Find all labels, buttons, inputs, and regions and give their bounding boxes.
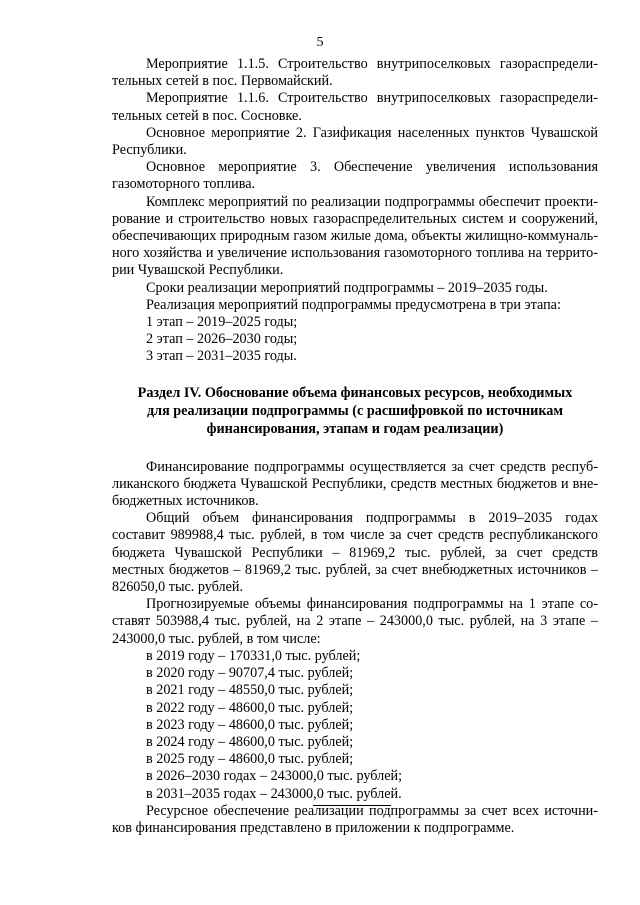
yearly-item: в 2023 году – 48600,0 тыс. рублей; [146, 716, 354, 733]
paragraph: Общий объем финансирования подпрограммы в 2019–2035 годах составит 989988,4 тыс. рублей, в том числе за счет средств республиканского бюджета Чувашской Республики – 81969,2 тыс. рублей, за счет средств местных бюджетов – 81969,2 тыс. рублей, за счет внебюджетных источников – 826050,0 тыс. рублей. [112, 510, 598, 596]
section-heading-line: для реализации подпрограммы (с расшифровкой по источникам [146, 402, 564, 419]
paragraph: Реализация мероприятий подпрограммы предусмотрена в три этапа: [146, 296, 561, 313]
paragraph: Основное мероприятие 3. Обеспечение увеличения использования газомоторного топлива. [112, 159, 598, 193]
section-heading-line: финансирования, этапам и годам реализации) [206, 420, 504, 437]
yearly-item: в 2024 году – 48600,0 тыс. рублей; [146, 733, 354, 750]
stage-item: 1 этап – 2019–2025 годы; [146, 314, 298, 331]
paragraph: Прогнозируемые объемы финансирования подпрограммы на 1 этапе составят 503988,4 тыс. рублей, на 2 этапе – 243000,0 тыс. рублей, на 3 этапе – 243000,0 тыс. рублей, в том числе: [112, 596, 598, 647]
paragraph: Финансирование подпрограммы осуществляется за счет средств республиканского бюджета Чувашской Республики, средств местных бюджетов и внебюджетных источников. [112, 458, 598, 510]
paragraph: Мероприятие 1.1.5. Строительство внутрипоселковых газораспределительных сетей в пос. Первомайский. [112, 56, 598, 90]
section-heading-line: Раздел IV. Обоснование объема финансовых ресурсов, необходимых [137, 384, 573, 401]
paragraph: Основное мероприятие 2. Газификация населенных пунктов Чувашской Республики. [112, 124, 598, 159]
paragraph: Мероприятие 1.1.6. Строительство внутрипоселковых газораспределительных сетей в пос. Сосновке. [112, 90, 598, 124]
yearly-item: в 2019 году – 170331,0 тыс. рублей; [146, 647, 361, 664]
stage-item: 2 этап – 2026–2030 годы; [146, 331, 298, 348]
yearly-item: в 2020 году – 90707,4 тыс. рублей; [146, 665, 354, 682]
page-number: 5 [316, 35, 324, 50]
end-divider [313, 805, 391, 806]
yearly-item: в 2031–2035 годах – 243000,0 тыс. рублей. [146, 785, 402, 802]
document-body [112, 56, 598, 837]
yearly-item: в 2025 году – 48600,0 тыс. рублей; [146, 751, 354, 768]
paragraph: Сроки реализации мероприятий подпрограммы – 2019–2035 годы. [146, 279, 548, 296]
yearly-item: в 2026–2030 годах – 243000,0 тыс. рублей; [146, 768, 403, 785]
closing-paragraph: Ресурсное обеспечение реализации подпрограммы за счет всех источников финансирования представлено в приложении к подпрограмме. [112, 802, 598, 836]
paragraph: Комплекс мероприятий по реализации подпрограммы обеспечит проектирование и строительство новых газораспределительных систем и сооружений, обеспечивающих природным газом жилые дома, объекты жилищно-коммунального хозяйства и увеличение использования газомоторного топлива на территории Чувашской Республики. [112, 193, 598, 279]
section-heading [112, 384, 598, 438]
yearly-item: в 2021 году – 48550,0 тыс. рублей; [146, 682, 354, 699]
yearly-item: в 2022 году – 48600,0 тыс. рублей; [146, 699, 354, 716]
stage-item: 3 этап – 2031–2035 годы. [146, 348, 297, 365]
